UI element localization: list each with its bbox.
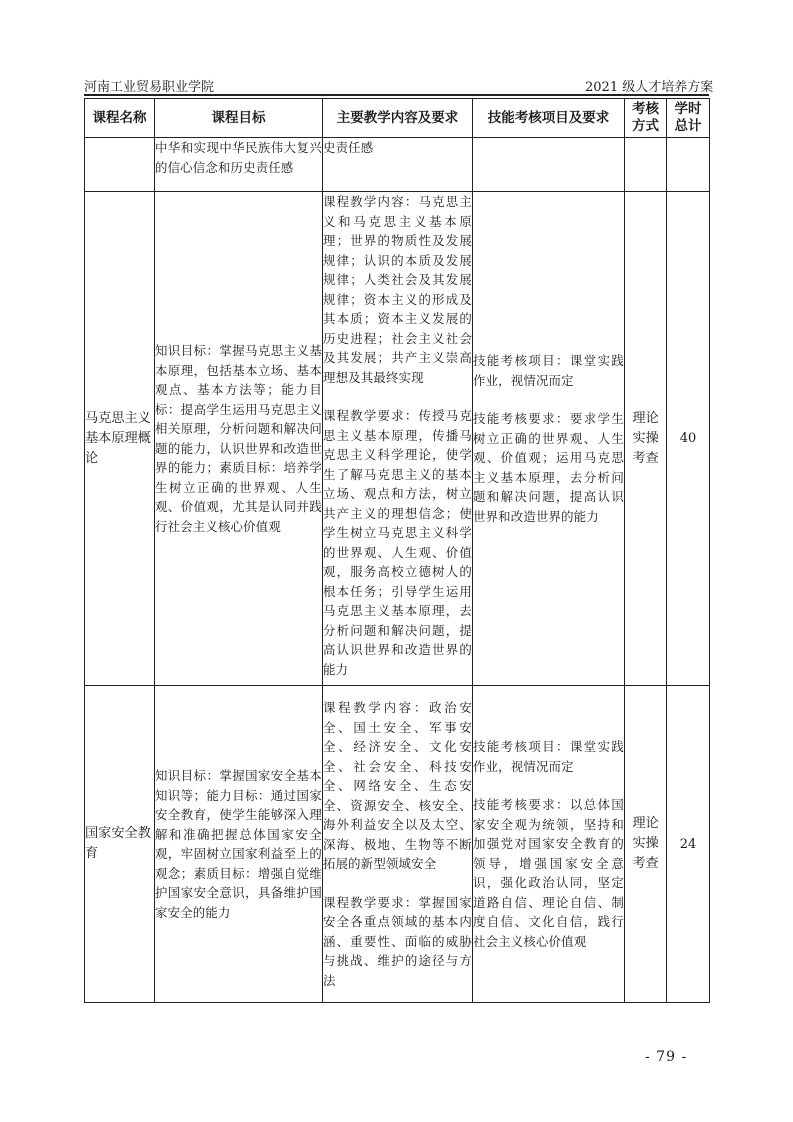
teaching-content-cell [323,686,473,1003]
column-header-course-goal: 课程目标 [155,99,323,138]
teaching-content-cell [323,192,473,686]
total-hours-cell [667,138,710,192]
skill-assessment-requirement-text: 技能考核要求：要求学生树立正确的世界观、人生观、价值观；运用马克思主义基本原理，去分析问题和解决问题，提高认识世界和改造世界的能力 [473,411,624,524]
assessment-method-cell: 理论 实操 考查 [625,192,667,686]
course-goal-text: 知识目标：掌握马克思主义基本原理，包括基本立场、基本观点、基本方法等；能力目标：提高学生运用马克思主义相关原理，分析问题和解决问题的能力，认识世界和改造世界的能力；素质目标：培养学生树立正确的世界观、人生观、价值观，尤其是认同并践行社会主义核心价值观 [155,343,322,534]
header-rule-thick [84,94,709,96]
curriculum-table [84,98,710,1003]
teaching-requirement-text: 课程教学要求：传授马克思主义基本原理，传播马克思主义科学理论，使学生了解马克思主义的基本立场、观点和方法，树立共产主义的理想信念；使学生树立马克思主义科学的世界观、人生观、价值观，服务高校立德树人的根本任务；引导学生运用马克思主义基本原理，去分析问题和解决问题，提高认识世界和改造世界的能力 [323,408,472,677]
course-name-cell: 国家安全教育 [85,686,155,1003]
table-row [85,138,710,192]
teaching-requirement-text: 课程教学要求：掌握国家安全各重点领域的基本内涵、重要性、面临的威胁与挑战、维护的途径与方法 [323,894,472,988]
column-header-course-name: 课程名称 [85,99,155,138]
page-number: - 79 - [645,1049,688,1065]
course-goal-cell [155,686,323,1003]
header-school-name: 河南工业贸易职业学院 [84,80,215,95]
total-hours-cell: 40 [667,192,710,686]
teaching-content-text: 课程教学内容：马克思主义和马克思主义基本原理；世界的物质性及发展规律；认识的本质及发展规律；人类社会及其发展规律；资本主义的形成及其本质；资本主义发展的历史进程；社会主义社会及其发展；共产主义崇高理想及其最终实现 [323,194,472,385]
course-goal-cell [155,138,323,192]
skill-assessment-cell [473,686,625,1003]
column-header-total-hours: 学时 总计 [667,99,710,138]
teaching-content-text: 史责任感 [323,140,374,155]
teaching-content-cell [323,138,473,192]
skill-assessment-item-text: 技能考核项目：课堂实践作业，视情况而定 [473,353,624,388]
skill-assessment-cell [473,192,625,686]
table-row [85,686,710,1003]
course-name-cell: 马克思主义基本原理概论 [85,192,155,686]
course-goal-cell [155,192,323,686]
course-name-cell [85,138,155,192]
column-header-assessment-method: 考核 方式 [625,99,667,138]
teaching-content-text: 课程教学内容：政治安全、国土安全、军事安全、经济安全、文化安全、社会安全、科技安全、网络安全、生态安全、资源安全、核安全、海外利益安全以及太空、深海、极地、生物等不断拓展的新型领域安全 [323,700,472,871]
total-hours-cell: 24 [667,686,710,1003]
course-goal-text: 中华和实现中华民族伟大复兴的信心信念和历史责任感 [155,140,322,175]
skill-assessment-requirement-text: 技能考核要求：以总体国家安全观为统领，坚持和加强党对国家安全教育的领导，增强国家安全意识，强化政治认同，坚定道路自信、理论自信、制度自信、文化自信，践行社会主义核心价值观 [473,797,624,949]
header-document-title: 2021 级人才培养方案 [585,80,714,95]
skill-assessment-item-text: 技能考核项目：课堂实践作业，视情况而定 [473,739,624,774]
assessment-method-cell [625,138,667,192]
table-row [85,192,710,686]
skill-assessment-cell [473,138,625,192]
column-header-teaching-content: 主要教学内容及要求 [323,99,473,138]
column-header-skill-assessment: 技能考核项目及要求 [473,99,625,138]
assessment-method-cell: 理论 实操 考查 [625,686,667,1003]
table-header-row [85,99,710,138]
course-goal-text: 知识目标：掌握国家安全基本知识等；能力目标：通过国家安全教育，使学生能够深入理解和准确把握总体国家安全观，牢固树立国家利益至上的观念；素质目标：增强自觉维护国家安全意识，具备维护国家安全的能力 [155,768,322,920]
